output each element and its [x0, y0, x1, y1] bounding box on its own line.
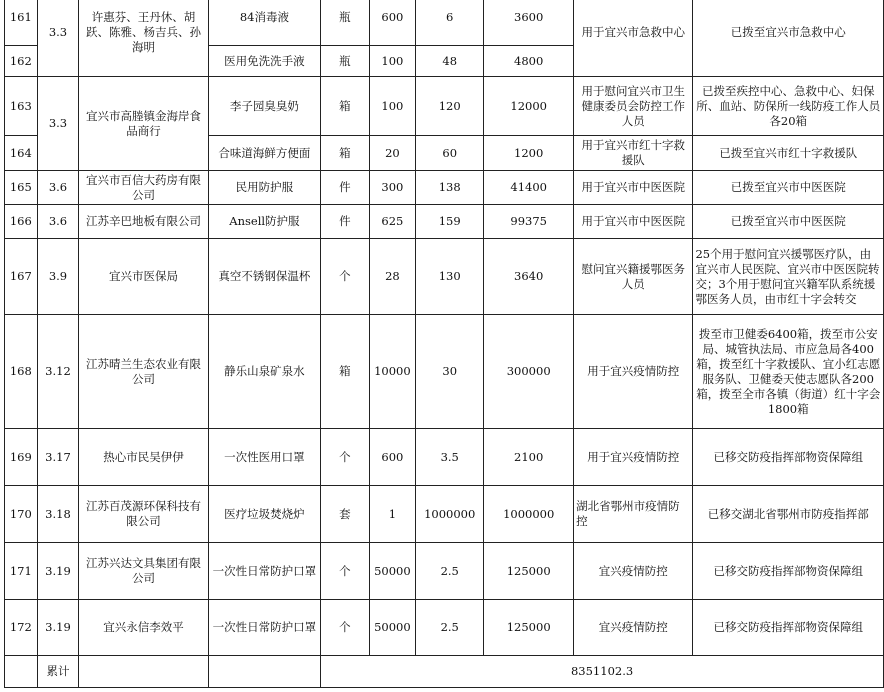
row-no: 162: [5, 46, 38, 77]
row-no: 168: [5, 315, 38, 429]
row-donor: 江苏晴兰生态农业有限公司: [79, 315, 208, 429]
row-qty: 300: [369, 171, 415, 205]
row-date: 3.6: [37, 171, 79, 205]
table-row: [5, 205, 884, 239]
row-destination: 已拨至宜兴市红十字救援队: [693, 136, 884, 171]
row-price: 2.5: [416, 600, 484, 656]
row-date: 3.3: [37, 77, 79, 171]
row-amount: 1000000: [484, 486, 574, 543]
row-amount: 4800: [484, 46, 574, 77]
table-row: [5, 77, 884, 136]
row-date: 3.12: [37, 315, 79, 429]
row-price: 48: [416, 46, 484, 77]
row-donor: 江苏百茂源环保科技有限公司: [79, 486, 208, 543]
donation-table: [4, 0, 884, 688]
row-unit: 件: [321, 171, 370, 205]
row-item: 静乐山泉矿泉水: [208, 315, 321, 429]
row-unit: 个: [321, 239, 370, 315]
row-destination: 拨至市卫健委6400箱，拨至市公安局、城管执法局、市应急局各400箱，拨至红十字救援队、宜小红志愿服务队、卫健委天使志愿队各200箱，拨至全市各镇（街道）红十字会1800箱: [693, 315, 884, 429]
row-qty: 100: [369, 77, 415, 136]
row-purpose: 宜兴疫情防控: [574, 600, 693, 656]
row-item: 医用免洗洗手液: [208, 46, 321, 77]
row-amount: 2100: [484, 429, 574, 486]
row-price: 1000000: [416, 486, 484, 543]
row-item: 84消毒液: [208, 0, 321, 46]
row-date: 3.9: [37, 239, 79, 315]
table-row: [5, 543, 884, 600]
row-destination: 已移交防疫指挥部物资保障组: [693, 600, 884, 656]
row-destination: 已拨至宜兴市中医医院: [693, 205, 884, 239]
total-label: 累计: [37, 656, 79, 688]
row-no: 163: [5, 77, 38, 136]
row-destination: 25个用于慰问宜兴援鄂医疗队，由宜兴市人民医院、宜兴市中医医院转交；3个用于慰问宜兴籍军队系统援鄂医务人员，由市红十字会转交: [693, 239, 884, 315]
row-qty: 600: [369, 0, 415, 46]
row-price: 2.5: [416, 543, 484, 600]
table-row: [5, 315, 884, 429]
row-qty: 1: [369, 486, 415, 543]
row-item: Ansell防护服: [208, 205, 321, 239]
table-row: [5, 0, 884, 46]
row-donor: 宜兴永信李效平: [79, 600, 208, 656]
row-amount: 3600: [484, 0, 574, 46]
row-purpose: 宜兴疫情防控: [574, 543, 693, 600]
row-purpose: 用于宜兴市急救中心: [574, 0, 693, 77]
total-row: [5, 656, 884, 688]
row-unit: 套: [321, 486, 370, 543]
row-unit: 个: [321, 600, 370, 656]
table-row: [5, 429, 884, 486]
row-destination: 已移交湖北省鄂州市防疫指挥部: [693, 486, 884, 543]
row-donor: 江苏兴达文具集团有限公司: [79, 543, 208, 600]
row-purpose: 用于慰问宜兴市卫生健康委员会防控工作人员: [574, 77, 693, 136]
row-no: 167: [5, 239, 38, 315]
row-unit: 箱: [321, 136, 370, 171]
row-donor: 宜兴市医保局: [79, 239, 208, 315]
row-unit: 箱: [321, 77, 370, 136]
row-donor: 许惠芬、王丹休、胡跃、陈雅、杨吉兵、孙海明: [79, 0, 208, 77]
row-price: 6: [416, 0, 484, 46]
table-row: [5, 600, 884, 656]
row-item: 真空不锈钢保温杯: [208, 239, 321, 315]
row-amount: 125000: [484, 600, 574, 656]
row-amount: 41400: [484, 171, 574, 205]
row-qty: 50000: [369, 543, 415, 600]
row-purpose: 湖北省鄂州市疫情防控: [574, 486, 693, 543]
row-no: 161: [5, 0, 38, 46]
row-destination: 已移交防疫指挥部物资保障组: [693, 543, 884, 600]
total-blank: [208, 656, 321, 688]
row-date: 3.19: [37, 543, 79, 600]
row-amount: 3640: [484, 239, 574, 315]
row-no: 170: [5, 486, 38, 543]
row-price: 30: [416, 315, 484, 429]
row-item: 李子园臭臭奶: [208, 77, 321, 136]
row-destination: 已拨至宜兴市中医医院: [693, 171, 884, 205]
row-no: 164: [5, 136, 38, 171]
row-purpose: 用于宜兴疫情防控: [574, 315, 693, 429]
row-purpose: 用于宜兴市中医医院: [574, 171, 693, 205]
row-destination: 已移交防疫指挥部物资保障组: [693, 429, 884, 486]
row-item: 一次性医用口罩: [208, 429, 321, 486]
table-row: [5, 239, 884, 315]
row-price: 130: [416, 239, 484, 315]
row-no: 171: [5, 543, 38, 600]
row-donor: 宜兴市百信大药房有限公司: [79, 171, 208, 205]
total-value: 8351102.3: [321, 656, 884, 688]
row-qty: 10000: [369, 315, 415, 429]
row-donor: 热心市民吴伊伊: [79, 429, 208, 486]
row-amount: 1200: [484, 136, 574, 171]
row-purpose: 用于宜兴市红十字救援队: [574, 136, 693, 171]
row-date: 3.19: [37, 600, 79, 656]
row-purpose: 用于宜兴疫情防控: [574, 429, 693, 486]
row-item: 一次性日常防护口罩: [208, 543, 321, 600]
total-blank: [79, 656, 208, 688]
table-row: [5, 171, 884, 205]
row-date: 3.6: [37, 205, 79, 239]
row-price: 159: [416, 205, 484, 239]
row-unit: 个: [321, 429, 370, 486]
row-unit: 瓶: [321, 0, 370, 46]
row-qty: 625: [369, 205, 415, 239]
row-item: 医疗垃圾焚烧炉: [208, 486, 321, 543]
row-qty: 50000: [369, 600, 415, 656]
row-destination: 已拨至疾控中心、急救中心、妇保所、血站、防保所一线防疫工作人员各20箱: [693, 77, 884, 136]
total-no: [5, 656, 38, 688]
row-unit: 箱: [321, 315, 370, 429]
row-qty: 20: [369, 136, 415, 171]
row-amount: 12000: [484, 77, 574, 136]
row-qty: 600: [369, 429, 415, 486]
row-date: 3.18: [37, 486, 79, 543]
row-price: 60: [416, 136, 484, 171]
row-unit: 件: [321, 205, 370, 239]
row-purpose: 用于宜兴市中医医院: [574, 205, 693, 239]
row-item: 合味道海鲜方便面: [208, 136, 321, 171]
row-donor: 江苏辛巴地板有限公司: [79, 205, 208, 239]
row-unit: 瓶: [321, 46, 370, 77]
row-no: 172: [5, 600, 38, 656]
row-qty: 100: [369, 46, 415, 77]
row-price: 120: [416, 77, 484, 136]
row-amount: 125000: [484, 543, 574, 600]
table-row: [5, 486, 884, 543]
row-destination: 已拨至宜兴市急救中心: [693, 0, 884, 77]
row-donor: 宜兴市高塍镇金海岸食品商行: [79, 77, 208, 171]
row-purpose: 慰问宜兴籍援鄂医务人员: [574, 239, 693, 315]
row-item: 一次性日常防护口罩: [208, 600, 321, 656]
row-item: 民用防护服: [208, 171, 321, 205]
row-no: 166: [5, 205, 38, 239]
row-unit: 个: [321, 543, 370, 600]
row-date: 3.3: [37, 0, 79, 77]
row-price: 138: [416, 171, 484, 205]
row-amount: 300000: [484, 315, 574, 429]
row-price: 3.5: [416, 429, 484, 486]
row-no: 169: [5, 429, 38, 486]
row-no: 165: [5, 171, 38, 205]
row-qty: 28: [369, 239, 415, 315]
row-amount: 99375: [484, 205, 574, 239]
row-date: 3.17: [37, 429, 79, 486]
